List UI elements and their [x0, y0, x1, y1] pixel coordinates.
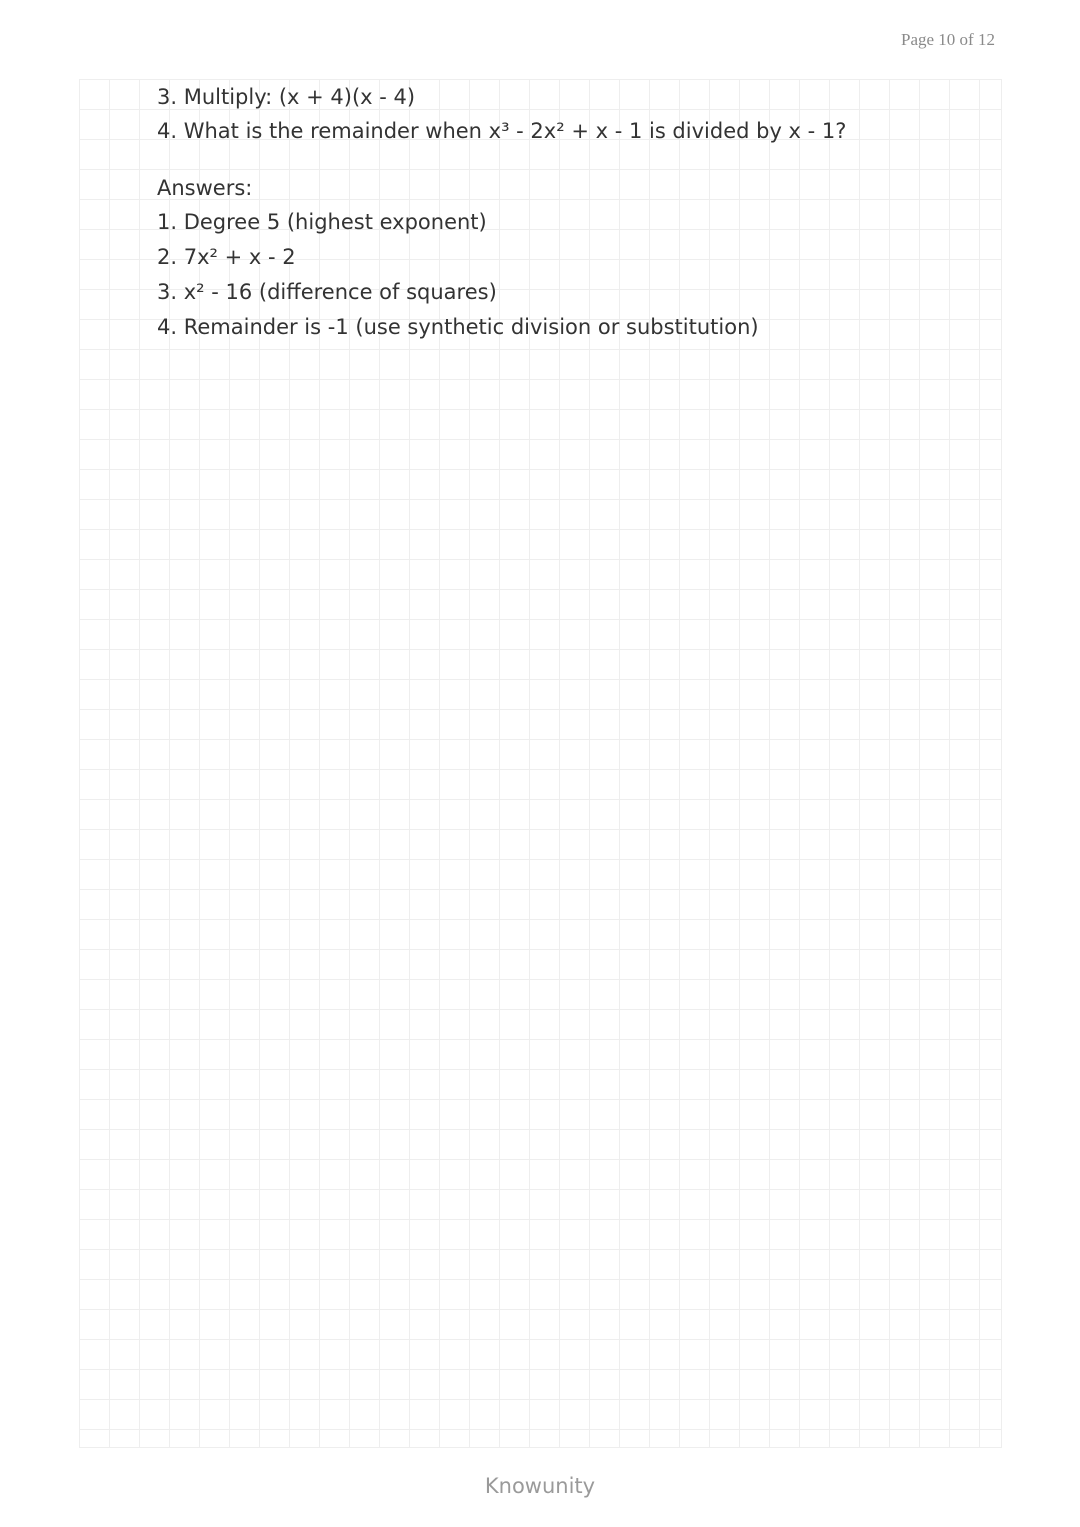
question-4: 4. What is the remainder when x³ - 2x² + x - 1 is divided by x - 1?	[157, 119, 847, 143]
answers-heading: Answers:	[157, 176, 253, 200]
answer-1: 1. Degree 5 (highest exponent)	[157, 210, 487, 234]
answer-2: 2. 7x² + x - 2	[157, 245, 296, 269]
question-3: 3. Multiply: (x + 4)(x - 4)	[157, 85, 416, 109]
page-number: Page 10 of 12	[901, 30, 995, 49]
footer-brand: Knowunity	[484, 1474, 596, 1498]
answer-3: 3. x² - 16 (difference of squares)	[157, 280, 497, 304]
answer-4: 4. Remainder is -1 (use synthetic division or substitution)	[157, 315, 759, 339]
